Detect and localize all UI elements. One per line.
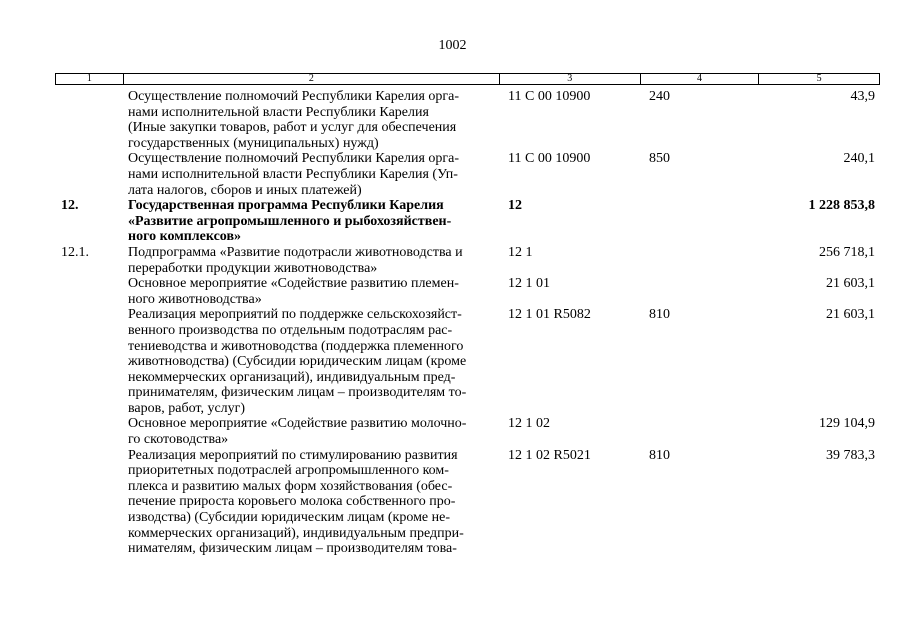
row-expense-type: 810 [649,447,670,463]
row-name: Основное мероприятие «Содействие развитию молочно- го скотоводства» [128,416,467,448]
row-expense-type [641,416,760,447]
row-code: 12 1 [508,244,533,260]
table-row [55,416,880,447]
page-number: 1002 [438,38,467,53]
table-row [55,276,880,307]
row-code: 12 [508,198,522,214]
table-row-program [55,198,880,245]
header-col-3: 3 [500,74,641,84]
row-name: Осуществление полномочий Республики Карелия орга- нами исполнительной власти Республики Карелия (Иные закупки товаров, работ и услуг для обеспечения государственных (муниципальных) нужд) [128,89,460,151]
row-number [55,151,123,198]
row-number [55,89,123,151]
table-row [55,448,880,557]
row-expense-type [641,276,760,307]
row-number [55,307,123,416]
row-number [55,416,123,447]
row-sum: 1 228 853,8 [808,198,875,214]
row-expense-type: 240 [649,89,670,104]
row-expense-type: 850 [649,151,670,167]
row-sum: 256 718,1 [819,244,875,260]
row-name: Реализация мероприятий по поддержке сельскохозяйст- венного производства по отдельным подотраслям рас- тениеводства и животноводства (поддержка племенного животноводства) (Субсидии юридическим лицам (кроме некоммерческих организаций), индивидуальным пред- принимателям, физическим лицам – производителям то- варов, работ, услуг) [128,307,467,416]
row-sum: 129 104,9 [819,416,875,432]
header-col-2: 2 [124,74,500,84]
row-number [55,448,123,557]
row-name: Основное мероприятие «Содействие развитию племен- ного животноводства» [128,276,459,307]
row-code: 11 С 00 10900 [508,89,591,104]
table-row [55,89,880,151]
row-code: 12 1 01 [508,276,550,292]
row-expense-type [641,198,760,245]
row-name: Государственная программа Республики Карелия «Развитие агропромышленного и рыбохозяйствен- ного комплексов» [128,198,452,245]
row-code: 11 С 00 10900 [508,151,591,167]
table-header [55,73,880,85]
header-col-4: 4 [641,74,760,84]
table-body [55,89,880,557]
row-sum: 43,9 [850,89,875,104]
header-col-1: 1 [56,74,124,84]
row-code: 12 1 01 R5082 [508,307,591,323]
row-expense-type: 810 [649,307,670,323]
row-sum: 21 603,1 [826,276,875,292]
header-col-5: 5 [816,73,822,84]
row-name: Подпрограмма «Развитие подотрасли животноводства и переработки продукции животноводства» [128,244,463,276]
table-row [55,307,880,416]
row-sum: 39 783,3 [826,447,875,463]
row-code: 12 1 02 [508,416,550,432]
row-sum: 240,1 [843,151,875,167]
row-number [55,276,123,307]
table-row [55,245,880,276]
row-number: 12. [61,198,79,214]
row-number: 12.1. [61,244,89,260]
row-name: Реализация мероприятий по стимулированию развития приоритетных подотраслей агропромышленного ком- плекса и развитию малых форм хозяйствования (обес- печение прироста коровьего молока собственного про- изводства) (Субсидии юридическим лицам (кроме не- коммерческих организаций), индивидуальным предпри- нимателям, физическим лицам – производителям това- [128,447,464,557]
row-name: Осуществление полномочий Республики Карелия орга- нами исполнительной власти Республики Карелия (Уп- лата налогов, сборов и иных платежей) [128,151,460,198]
row-expense-type [641,245,760,276]
table-row [55,151,880,198]
row-sum: 21 603,1 [826,307,875,323]
row-code: 12 1 02 R5021 [508,447,591,463]
